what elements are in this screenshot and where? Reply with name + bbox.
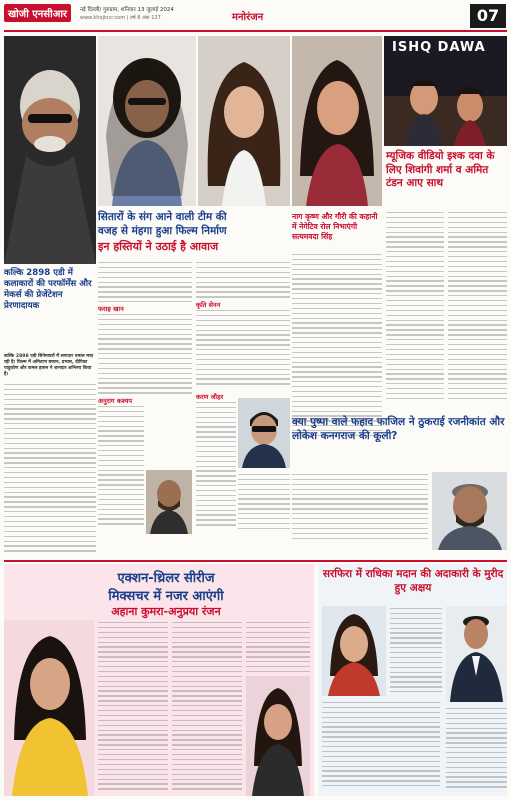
masthead-dateline: नई दिल्ली/ गुरुग्राम, शनिवार 13 जुलाई 2024 bbox=[80, 7, 174, 13]
shivangi-body-col1 bbox=[386, 212, 444, 403]
cost-body-karan bbox=[196, 402, 236, 529]
cost-body-col1b bbox=[98, 314, 192, 397]
photo-fahadh bbox=[432, 472, 507, 550]
photo-anupriya bbox=[246, 676, 310, 796]
photo-karan bbox=[238, 398, 290, 468]
thriller-headline-line1: एक्शन-थ्रिलर सीरीज bbox=[117, 571, 215, 586]
subhead-karan: करण जौहर bbox=[196, 393, 224, 401]
radhika-body-col2 bbox=[322, 702, 440, 790]
shivangi-headline: म्यूजिक वीडियो इश्क दवा के लिए शिवांगी शर्मा व अमित टंडन आए साथ bbox=[386, 150, 495, 189]
amitabh-lead: कल्कि 2898 एडी सिनेमाघरों में लगातार धमाल मचा रही है। फिल्म में अमिताभ बच्चन, प्रभास, दीपिका पादुकोण और कमल हासन ने शानदार अभिनय किया है। bbox=[4, 354, 94, 377]
subhead-kriti: कृति सेनन bbox=[196, 301, 221, 309]
photo-satyamvada bbox=[292, 36, 382, 206]
cost-body-karan2 bbox=[238, 474, 290, 533]
photo-ahana bbox=[4, 620, 94, 796]
page-number: 07 bbox=[470, 4, 506, 28]
shivangi-body-col2 bbox=[448, 212, 507, 403]
photo-farah bbox=[98, 36, 196, 206]
cost-body-anurag bbox=[98, 406, 144, 528]
photo-kriti bbox=[198, 36, 290, 206]
ishq-dawa-banner: ISHQ DAWA bbox=[392, 40, 486, 55]
radhika-headline: सरफिरा में राधिका मदान की अदाकारी के मुरीद हुए अक्षय bbox=[322, 568, 504, 594]
photo-akshay bbox=[446, 606, 507, 702]
thriller-body-col2 bbox=[172, 622, 242, 793]
cost-headline-line2: वजह से मंहगा हुआ फिल्म निर्माण bbox=[98, 225, 227, 237]
cost-headline-line1: सितारों के संग आने वाली टीम की bbox=[98, 211, 227, 223]
photo-amitabh bbox=[4, 36, 96, 264]
radhika-body-col3 bbox=[446, 708, 507, 791]
masthead-subline: www.khojincr.com | वर्ष 8 अंक 127 bbox=[80, 15, 161, 21]
cost-body-col1 bbox=[98, 262, 192, 306]
masthead-logo: खोजी एनसीआर bbox=[4, 4, 71, 22]
radhika-body-col1 bbox=[390, 608, 442, 696]
cost-body-col2b bbox=[196, 310, 290, 388]
thriller-body-col1 bbox=[98, 622, 168, 793]
photo-anurag bbox=[146, 470, 192, 534]
thriller-headline-line3: अहाना कुमरा-अनुप्रया रंजन bbox=[111, 605, 221, 618]
section-label: मनोरंजन bbox=[232, 12, 264, 23]
fahadh-headline: क्या पुष्पा वाले फहाद फाजिल ने ठुकराई रजनीकांत और लोकेश कनगराज की कूली? bbox=[292, 416, 505, 442]
masthead-rule bbox=[4, 30, 507, 32]
fahadh-body bbox=[292, 474, 428, 542]
subhead-farah: फराह खान bbox=[98, 305, 124, 313]
satyamvada-body bbox=[292, 254, 382, 440]
section-divider bbox=[4, 560, 507, 562]
cost-body-col2 bbox=[196, 262, 290, 301]
photo-radhika bbox=[322, 606, 386, 696]
thriller-headline-line2: मिक्सचर में नजर आएंगी bbox=[108, 589, 224, 604]
amitabh-body bbox=[4, 384, 96, 555]
subhead-anurag: अनुराग कश्यप bbox=[98, 397, 133, 405]
cost-headline-line3: इन हस्तियों ने उठाई है आवाज bbox=[98, 240, 219, 253]
satyamvada-headline: नाग कृष्ण और गौरी की कहानी में नेगेटिव रोल निभाएंगी सत्यमवदा सिंह bbox=[292, 212, 378, 241]
amitabh-headline: कल्कि 2898 एडी में कलाकारों की परफॉर्मेंस और मेकर्स की प्रेजेंटेशन प्रेरणादायक bbox=[4, 268, 92, 311]
